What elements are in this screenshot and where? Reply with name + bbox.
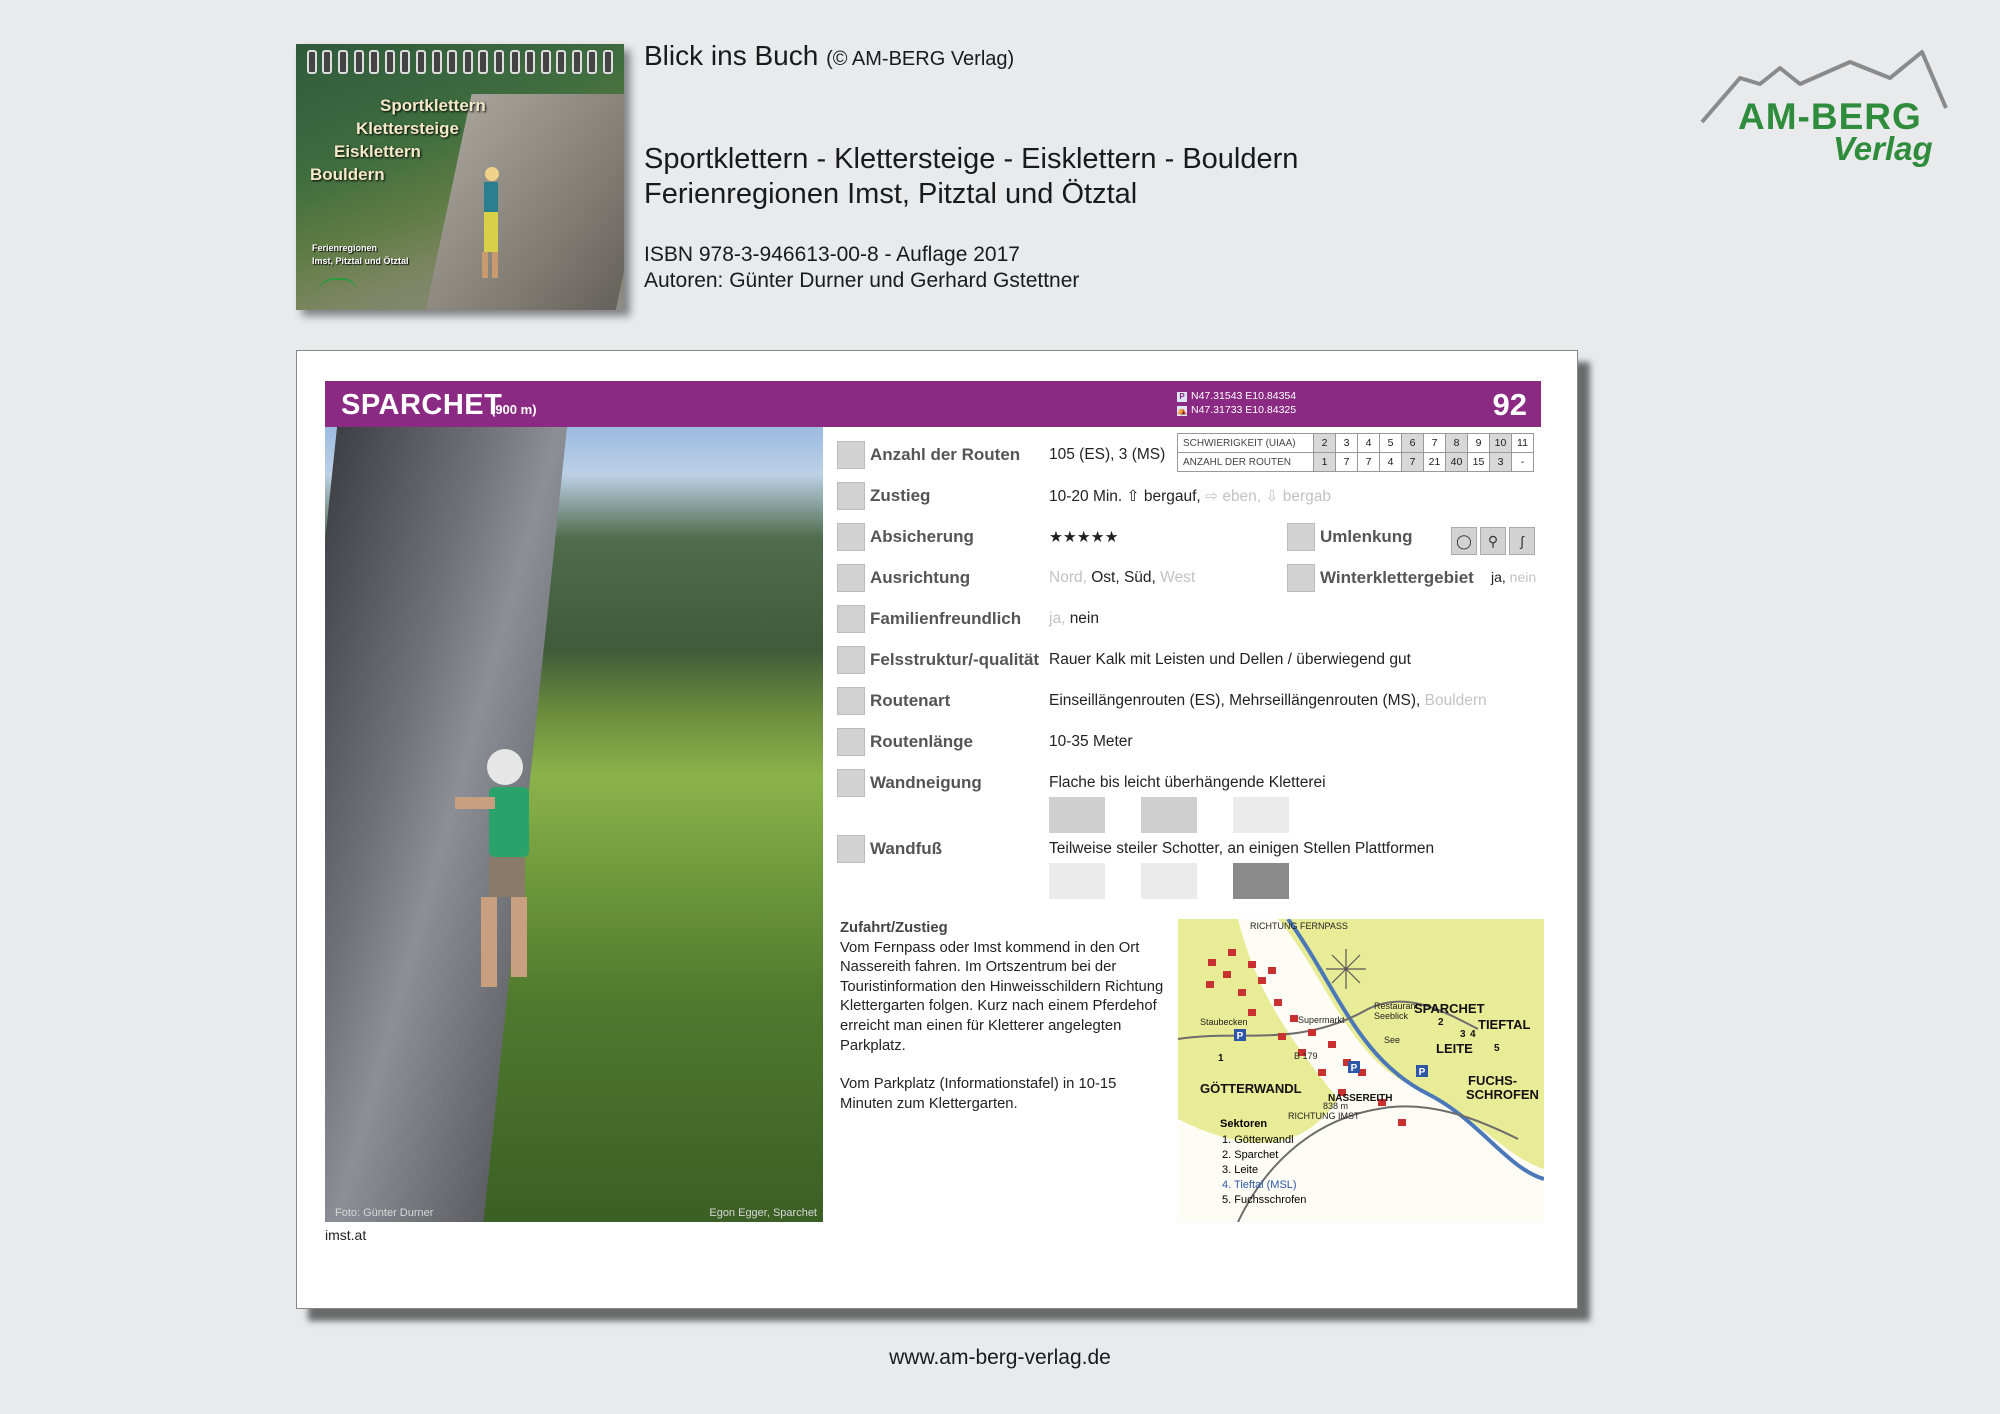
map-label-goetterwandl: GÖTTERWANDL: [1200, 1081, 1302, 1096]
route-length-icon: [837, 728, 865, 756]
map-legend-item: 2. Sparchet: [1222, 1149, 1279, 1161]
row-label: Anzahl der Routen: [870, 445, 1021, 464]
photo-caption-left: Foto: Günter Durner: [335, 1207, 434, 1219]
map-label-seeblick: Seeblick: [1374, 1011, 1409, 1021]
bolt-icon: [837, 523, 865, 551]
count-cell: 4: [1380, 453, 1402, 472]
row-value-faint: Nord,: [1049, 569, 1092, 586]
book-cover-image: [296, 44, 624, 310]
cover-subtitle: [312, 242, 409, 268]
row-value-main: 10-20 Min. ⇧ bergauf,: [1049, 488, 1201, 505]
grade-cell: 3: [1336, 434, 1358, 453]
count-cell: 15: [1468, 453, 1490, 472]
grade-cell: 4: [1358, 434, 1380, 453]
forest-base-thumb: [1233, 863, 1289, 899]
map-label-nassereith: NASSEREITH: [1328, 1093, 1393, 1104]
map-sector-number: 4: [1470, 1029, 1476, 1040]
grade-cell: 6: [1402, 434, 1424, 453]
count-row-label: ANZAHL DER ROUTEN: [1178, 453, 1314, 472]
cover-subtitle-line1: Ferienregionen: [312, 243, 378, 253]
title-note: (© AM-BERG Verlag): [826, 48, 1015, 70]
umlenkung-icons: [1451, 527, 1538, 555]
count-cell: 1: [1314, 453, 1336, 472]
row-label: Wandfuß: [870, 839, 943, 858]
map-legend-item: 4. Tieftal (MSL): [1222, 1179, 1297, 1191]
isbn-line: ISBN 978-3-946613-00-8 - Auflage 2017: [644, 243, 1020, 266]
spiral-binding: [296, 44, 624, 74]
climber-figure: [435, 737, 555, 1017]
access-heading: Zufahrt/Zustieg: [840, 920, 948, 936]
row-label: Routenlänge: [870, 732, 973, 751]
cover-title-2: Klettersteige: [356, 119, 459, 138]
grade-cell: 9: [1468, 434, 1490, 453]
grade-cell: 11: [1512, 434, 1534, 453]
gps-crag: N47.31733 E10.84325: [1191, 404, 1297, 416]
cover-small-logo: [318, 278, 358, 294]
row-value: 10-35 Meter: [1049, 733, 1133, 750]
row-value-faint: West: [1155, 569, 1196, 586]
row-label: Zustieg: [870, 486, 931, 505]
row-value-faint: ja,: [1049, 610, 1070, 627]
hiker-icon: [837, 482, 865, 510]
row-value-main: Ost, Süd,: [1091, 569, 1156, 586]
row-label: Familienfreundlich: [870, 609, 1022, 628]
row-value-main: ja,: [1491, 569, 1506, 585]
map-sector-number: 3: [1460, 1029, 1466, 1040]
access-paragraph-2: Vom Parkplatz (Informationstafel) in 10-15 Minuten zum Klettergarten.: [840, 1076, 1117, 1112]
map-label-see: See: [1384, 1035, 1401, 1045]
access-description: [840, 919, 1164, 1133]
grade-cell: 2: [1314, 434, 1336, 453]
map-sector-number: 5: [1494, 1043, 1500, 1054]
row-value-faint: ⇨ eben, ⇩ bergab: [1200, 488, 1331, 505]
grade-row-label: SCHWIERIGKEIT (UIAA): [1178, 434, 1314, 453]
routes-count-icon: [837, 441, 865, 469]
row-label: Umlenkung: [1320, 527, 1413, 546]
access-paragraph-1: Vom Fernpass oder Imst kommend in den Ort Nassereith fahren. Im Ortszentrum bei der Touristinformation den Hinweisschildern Richtung Klettergarten folgen. Kurz nach einem Pferdehof erreicht man einen für Kletterer angelegten Parkplatz.: [840, 939, 1164, 1054]
snowflake-icon: [1287, 564, 1315, 592]
page-number: 92: [1492, 387, 1527, 422]
cover-titles: [310, 94, 486, 186]
website-url[interactable]: www.am-berg-verlag.de: [889, 1346, 1111, 1369]
map-label-fuchs-1: FUCHS-: [1468, 1073, 1518, 1088]
book-page: [296, 350, 1578, 1309]
vertical-thumb: [1141, 797, 1197, 833]
rock-structure-icon: [837, 646, 865, 674]
count-cell: 40: [1446, 453, 1468, 472]
svg-text:P: P: [1418, 1067, 1426, 1078]
family-icon: [837, 605, 865, 633]
flat-base-thumb: [1049, 863, 1105, 899]
svg-text:P: P: [1236, 1031, 1244, 1042]
compass-icon: [837, 564, 865, 592]
row-value: Flache bis leicht überhängende Kletterei: [1049, 774, 1326, 791]
cover-title-4: Bouldern: [310, 165, 385, 184]
row-label: Wandneigung: [870, 773, 982, 792]
count-cell: 7: [1358, 453, 1380, 472]
gps-parking: N47.31543 E10.84354: [1191, 390, 1297, 402]
subtitle-line2: Ferienregionen Imst, Pitztal und Ötztal: [644, 178, 1138, 210]
carabiner-icon: ⚲: [1480, 527, 1506, 555]
wall-base-icon: [837, 835, 865, 863]
row-label: Routenart: [870, 691, 951, 710]
book-subtitle: [644, 142, 1298, 212]
title-text: Blick ins Buch: [644, 40, 819, 71]
anchor-icon: [1287, 523, 1315, 551]
row-value: [1049, 487, 1331, 506]
rating-stars: ★★★★★: [1049, 529, 1119, 546]
row-label: Winterklettergebiet: [1320, 568, 1474, 587]
count-cell: 7: [1336, 453, 1358, 472]
slab-thumb: [1049, 797, 1105, 833]
row-value: [1049, 692, 1487, 710]
slope-base-thumb: [1141, 863, 1197, 899]
row-value: [1491, 569, 1536, 585]
map-legend-item: 3. Leite: [1222, 1164, 1259, 1176]
row-label: Ausrichtung: [870, 568, 971, 587]
crag-name: SPARCHET: [341, 389, 503, 421]
row-value: Rauer Kalk mit Leisten und Dellen / überwiegend gut: [1049, 651, 1411, 668]
grade-cell: 10: [1490, 434, 1512, 453]
count-cell: 21: [1424, 453, 1446, 472]
row-value-faint: nein: [1505, 569, 1537, 585]
grade-cell: 5: [1380, 434, 1402, 453]
map-label-sparchet: SPARCHET: [1414, 1001, 1485, 1016]
overhang-thumb: [1233, 797, 1289, 833]
logo-line1: AM-BERG: [1738, 96, 1922, 137]
authors-line: Autoren: Günter Durner und Gerhard Gstettner: [644, 269, 1080, 292]
approach-map: [1178, 919, 1544, 1222]
ring-anchor-icon: ◯: [1451, 527, 1477, 555]
map-label-supermarkt: Supermarkt: [1298, 1015, 1345, 1025]
map-graphic: [1178, 919, 1544, 1222]
map-sector-number: 1: [1218, 1053, 1224, 1064]
row-value: Teilweise steiler Schotter, an einigen Stellen Plattformen: [1049, 840, 1435, 857]
map-legend-title: Sektoren: [1220, 1118, 1268, 1130]
subtitle-line1: Sportklettern - Klettersteige - Eisklettern - Bouldern: [644, 143, 1299, 175]
count-cell: -: [1512, 453, 1534, 472]
crag-icon: ⛺: [1177, 406, 1187, 415]
map-legend-item: 1. Götterwandl: [1222, 1134, 1294, 1146]
wall-angle-icon: [837, 769, 865, 797]
climber-photo: [325, 427, 823, 1222]
grade-row: [1178, 434, 1534, 453]
grade-cell: 8: [1446, 434, 1468, 453]
hook-icon: ʃ: [1509, 527, 1535, 555]
map-label-fernpass: RICHTUNG FERNPASS: [1250, 921, 1348, 931]
crag-altitude: (900 m): [491, 402, 537, 417]
row-winter: [1287, 564, 1557, 594]
row-value: [1049, 610, 1099, 628]
logo-line2: Verlag: [1833, 130, 1933, 167]
row-label: Absicherung: [870, 527, 974, 546]
cover-subtitle-line2: Imst, Pitztal und Ötztal: [312, 256, 409, 266]
row-label: Felsstruktur/-qualität: [870, 650, 1040, 669]
map-label-imst: RICHTUNG IMST: [1288, 1111, 1360, 1121]
map-legend-item: 5. Fuchsschrofen: [1222, 1194, 1307, 1206]
cover-title-1: Sportklettern: [380, 96, 486, 115]
page-title: [644, 40, 1014, 72]
row-value-faint: Bouldern: [1420, 692, 1487, 709]
photo-caption-right: Egon Egger, Sparchet: [709, 1207, 817, 1219]
map-sector-number: 2: [1438, 1017, 1444, 1028]
count-cell: 3: [1490, 453, 1512, 472]
parking-icon: P: [1177, 392, 1187, 402]
map-label-altitude: 838 m: [1323, 1101, 1349, 1111]
map-label-road: B 179: [1294, 1051, 1318, 1061]
gps-coordinates: [1177, 389, 1296, 417]
map-label-leite: LEITE: [1436, 1041, 1473, 1056]
book-info: [644, 242, 1079, 294]
grade-cell: 7: [1424, 434, 1446, 453]
count-row: [1178, 453, 1534, 472]
map-label-fuchs-2: SCHROFEN: [1466, 1087, 1539, 1102]
row-value: 105 (ES), 3 (MS): [1049, 446, 1166, 463]
publisher-logo[interactable]: [1700, 48, 1950, 178]
row-value-main: nein: [1069, 610, 1099, 627]
map-label-restaurant: Restaurant: [1374, 1001, 1419, 1011]
route-type-icon: [837, 687, 865, 715]
map-label-staubecken: Staubecken: [1200, 1017, 1248, 1027]
count-cell: 7: [1402, 453, 1424, 472]
cover-title-3: Eisklettern: [334, 142, 421, 161]
difficulty-table: [1177, 433, 1534, 472]
photo-credit: imst.at: [325, 1227, 367, 1243]
row-value-main: Einseillängenrouten (ES), Mehrseillängenrouten (MS),: [1049, 692, 1421, 709]
row-value: [1049, 569, 1195, 587]
title-band: [325, 381, 1541, 427]
map-label-tieftal: TIEFTAL: [1478, 1017, 1531, 1032]
svg-text:P: P: [1350, 1063, 1358, 1074]
